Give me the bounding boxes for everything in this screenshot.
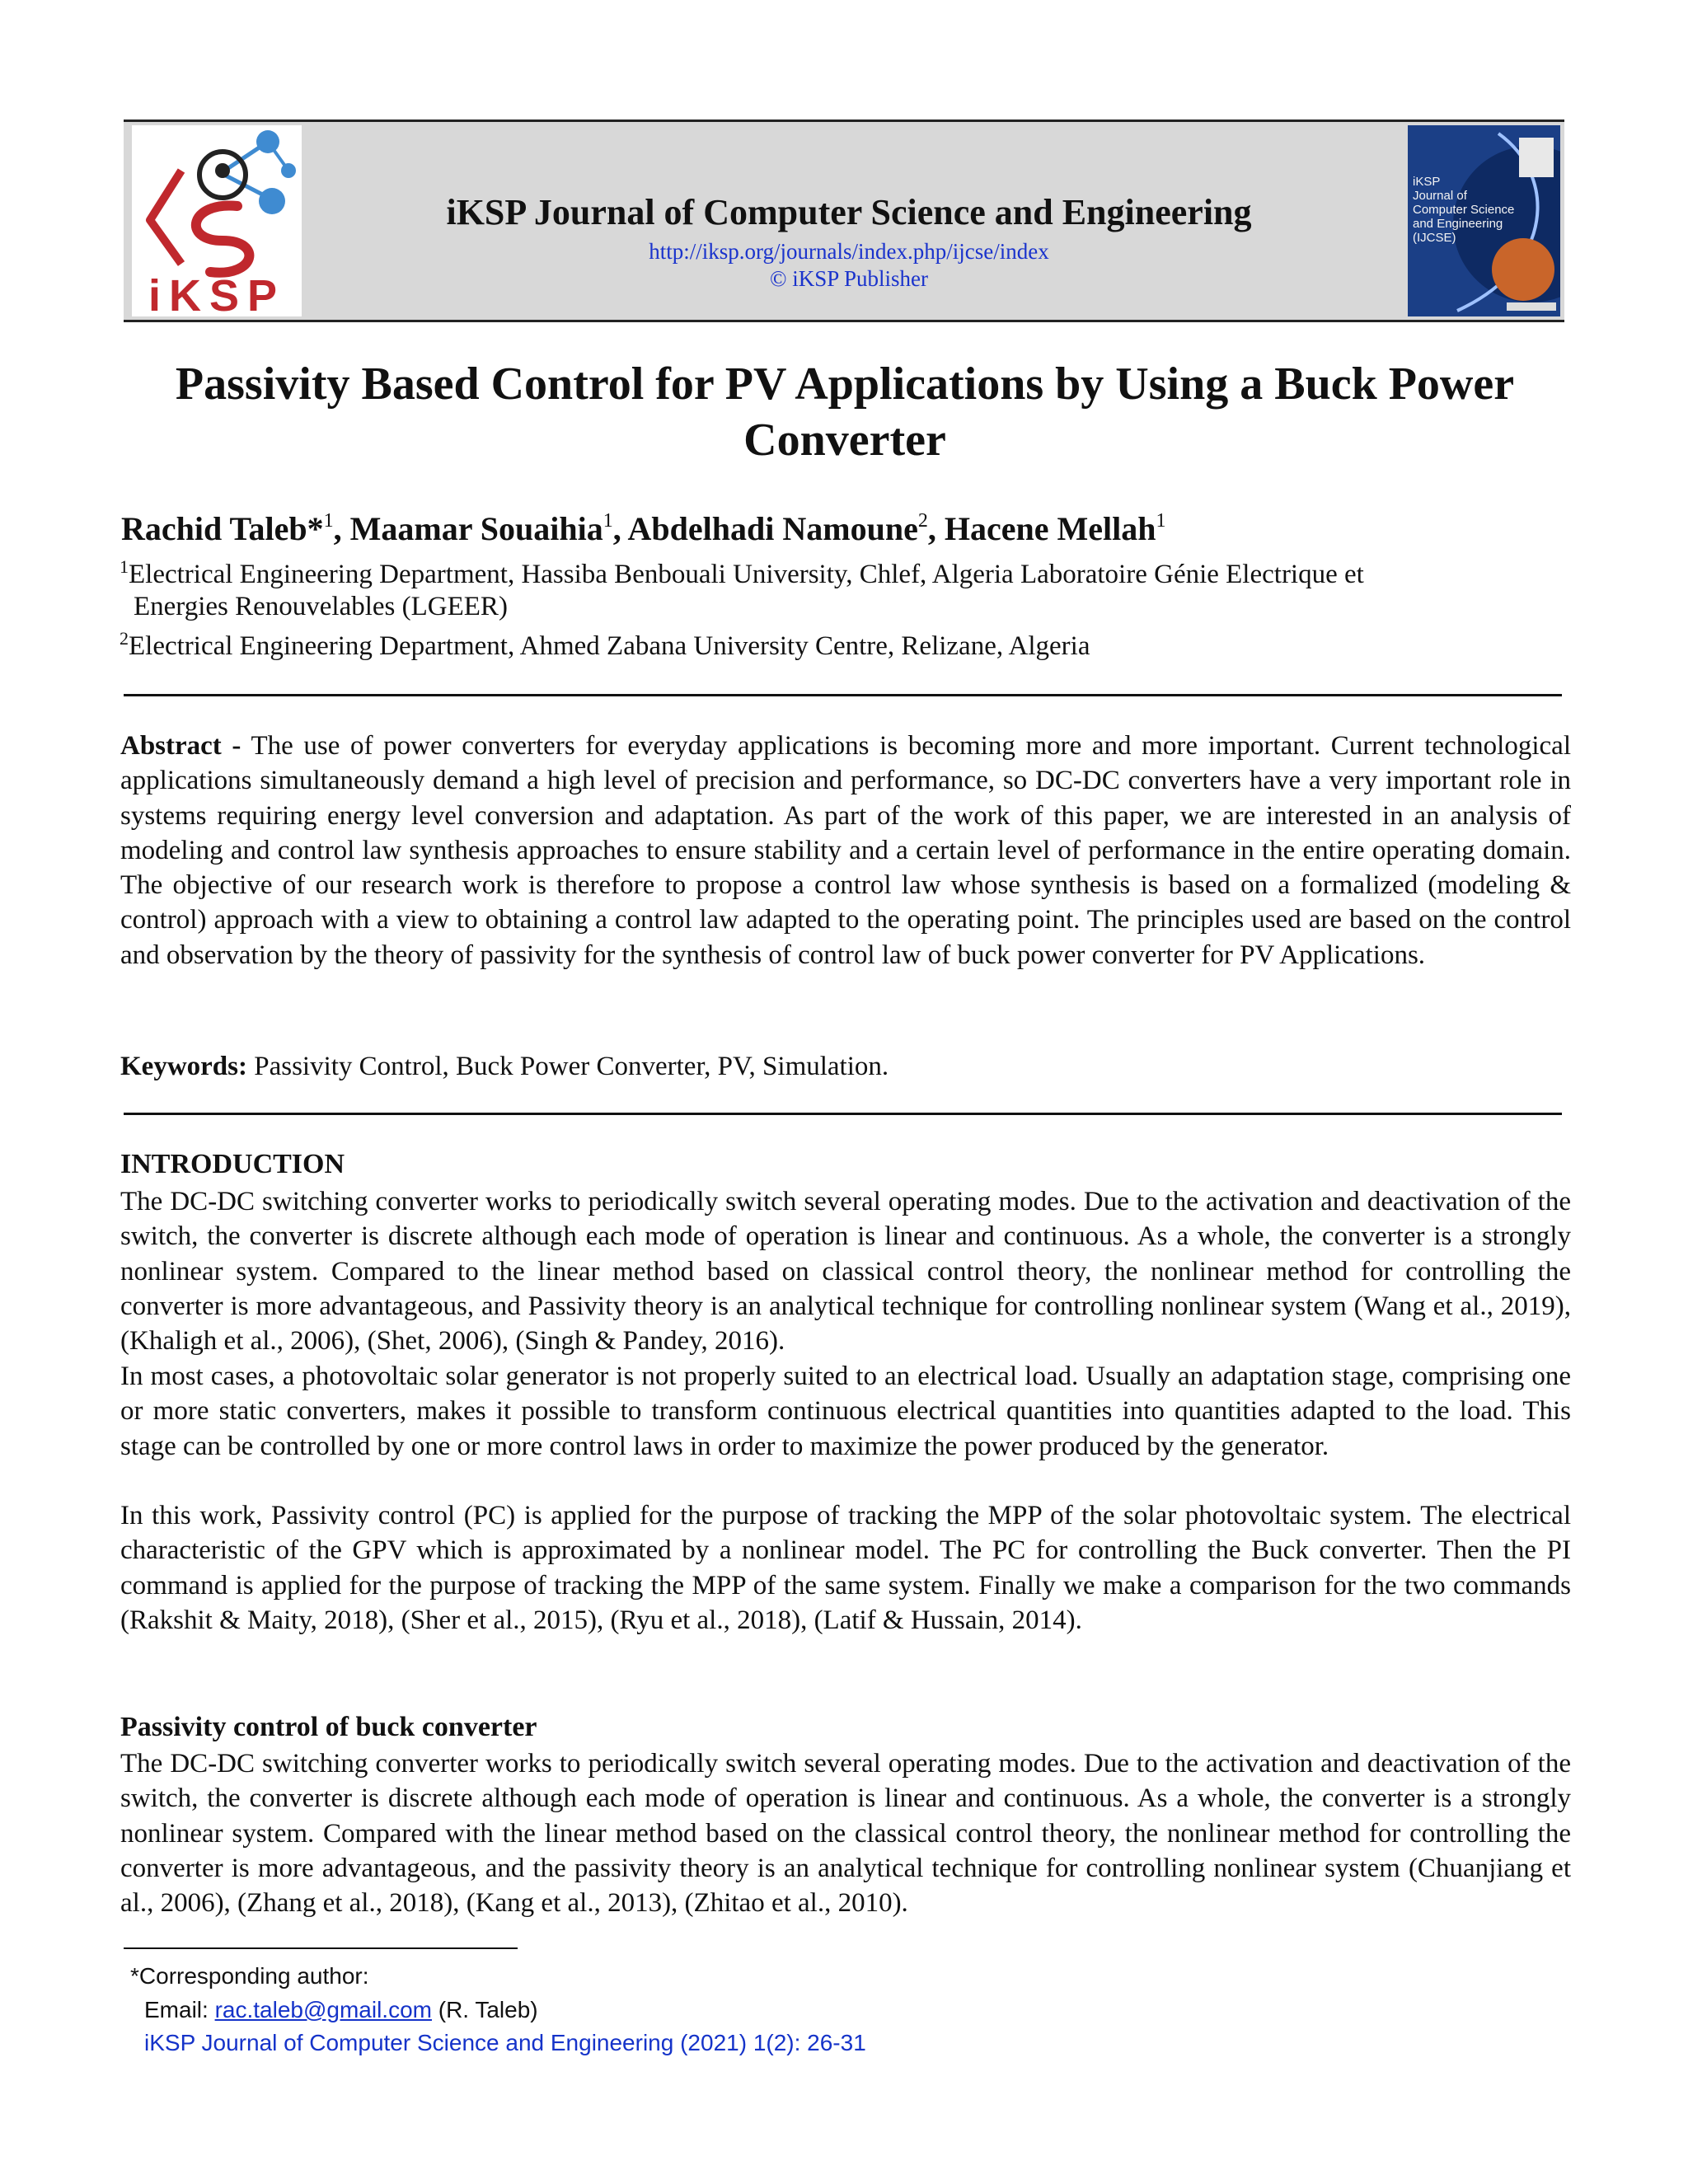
- abstract: [120, 729, 1571, 972]
- author-name: Hacene Mellah: [944, 510, 1156, 547]
- journal-url[interactable]: http://iksp.org/journals/index.php/ijcse/index: [649, 239, 1049, 264]
- abstract-text: The use of power converters for everyday applications is becoming more and more important. Current technological applications simultaneously demand a high level of precision and performance, so DC-DC converters have a very important role in systems requiring energy level conversion and adaptation. As part of the work of this paper, we are interested in an analysis of modeling and control law synthesis approaches to ensure stability and a certain level of performance in the entire operating domain. The objective of our research work is therefore to propose a control law whose synthesis is based on a formalized (modeling & control) approach with a view to obtaining a control law adapted to the operating point. The principles used are based on the control and observation by the theory of passivity for the synthesis of control law of buck power converter for PV Applications.: [120, 731, 1571, 970]
- footnote-email-line: [144, 1997, 538, 2023]
- author-separator: ,: [333, 510, 350, 547]
- footnote-rule: [124, 1947, 518, 1949]
- iksp-logo: [132, 125, 302, 316]
- cover-line: Computer Science: [1413, 203, 1515, 217]
- author-separator: ,: [612, 510, 628, 547]
- intro-paragraph-3: In this work, Passivity control (PC) is applied for the purpose of tracking the MPP of the solar photovoltaic system. The electrical characteristic of the GPV which is approximated by a nonlinear model. The PC for controlling the Buck converter. Then the PI command is applied for the purpose of tracking the MPP of the same system. Finally we make a comparison for the two commands (Rakshit & Maity, 2018), (Sher et al., 2015), (Ryu et al., 2018), (Latif & Hussain, 2014).: [120, 1501, 1571, 1635]
- email-link[interactable]: rac.taleb@gmail.com: [214, 1997, 432, 2022]
- section2-paragraph-1: The DC-DC switching converter works to periodically switch several operating modes. Due to the activation and deactivation of the switch, the converter is discrete although each mode of operation is linear and continuous. As a whole, the converter is a strongly nonlinear system. Compared with the linear method based on the classical control theory, the nonlinear method for controlling the converter is more advantageous, and the passivity theory is an analytical technique for controlling nonlinear system (Chuanjiang et al., 2006), (Zhang et al., 2018), (Kang et al., 2013), (Zhitao et al., 2010).: [120, 1749, 1571, 1919]
- author-affiliation: 1: [1156, 510, 1166, 532]
- intro-paragraph-1: The DC-DC switching converter works to periodically switch several operating modes. Due to the activation and deactivation of the switch, the converter is discrete although each mode of operation is linear and continuous. As a whole, the converter is a strongly nonlinear system. Compared to the linear method based on classical control theory, the nonlinear method for controlling the converter is more advantageous, and Passivity theory is an analytical technique for controlling nonlinear system (Wang et al., 2019), (Khaligh et al., 2006), (Shet, 2006), (Singh & Pandey, 2016).: [120, 1187, 1571, 1357]
- publisher: © iKSP Publisher: [769, 266, 929, 291]
- affiliation-2: [120, 628, 1090, 662]
- affiliation-1-cont: Energies Renouvelables (LGEER): [134, 592, 508, 621]
- author-affiliation: 1: [603, 510, 613, 532]
- cover-line: Journal of: [1413, 189, 1467, 203]
- cover-line: iKSP: [1413, 175, 1441, 189]
- author-affiliation: 1: [323, 510, 334, 532]
- iksp-logo-graphic: [132, 125, 302, 316]
- affiliation-text: Electrical Engineering Department, Ahmed Zabana University Centre, Relizane, Algeria: [129, 631, 1090, 661]
- author-separator: ,: [927, 510, 945, 547]
- paper-title: Passivity Based Control for PV Applications by Using a Buck Power Converter: [175, 359, 1515, 466]
- cover-line: and Engineering: [1413, 217, 1503, 231]
- journal-cover-image: [1408, 125, 1560, 316]
- separator-rule: [124, 1113, 1562, 1115]
- footnote-citation: iKSP Journal of Computer Science and Engineering (2021) 1(2): 26-31: [144, 2030, 866, 2055]
- section-heading-introduction: INTRODUCTION: [120, 1149, 345, 1179]
- affiliation-number: 1: [120, 556, 129, 577]
- author-affiliation: 2: [917, 510, 928, 532]
- author-name: Rachid Taleb*: [121, 510, 324, 547]
- separator-rule: [124, 694, 1562, 696]
- email-label: Email:: [144, 1997, 215, 2022]
- keywords: [120, 1049, 1571, 1084]
- abstract-label: Abstract -: [120, 731, 241, 761]
- affiliation-number: 2: [120, 628, 129, 649]
- author-name: Abdelhadi Namoune: [627, 510, 918, 547]
- author-name: Maamar Souaihia: [349, 510, 603, 547]
- intro-paragraph-2: In most cases, a photovoltaic solar generator is not properly suited to an electrical load. Usually an adaptation stage, comprising one or more static converters, makes it possible to transform continuous electrical quantities into quantities adapted to the load. This stage can be controlled by one or more control laws in order to maximize the power produced by the generator.: [120, 1361, 1571, 1461]
- journal-title: iKSP Journal of Computer Science and Engineering: [446, 192, 1252, 232]
- keywords-text: Passivity Control, Buck Power Converter, PV, Simulation.: [246, 1052, 889, 1081]
- footnote-corresponding: *Corresponding author:: [130, 1963, 369, 1989]
- author-list: [121, 509, 1165, 548]
- keywords-label: Keywords:: [120, 1052, 247, 1081]
- logo-text: iKSP: [148, 271, 286, 316]
- email-name: (R. Taleb): [431, 1997, 538, 2022]
- cover-line: (IJCSE): [1413, 231, 1456, 245]
- section-heading-passivity: Passivity control of buck converter: [120, 1712, 537, 1742]
- affiliation-text: Electrical Engineering Department, Hassiba Benbouali University, Chlef, Algeria Laboratoire Génie Electrique et: [129, 560, 1364, 589]
- affiliation-1: [120, 556, 1364, 590]
